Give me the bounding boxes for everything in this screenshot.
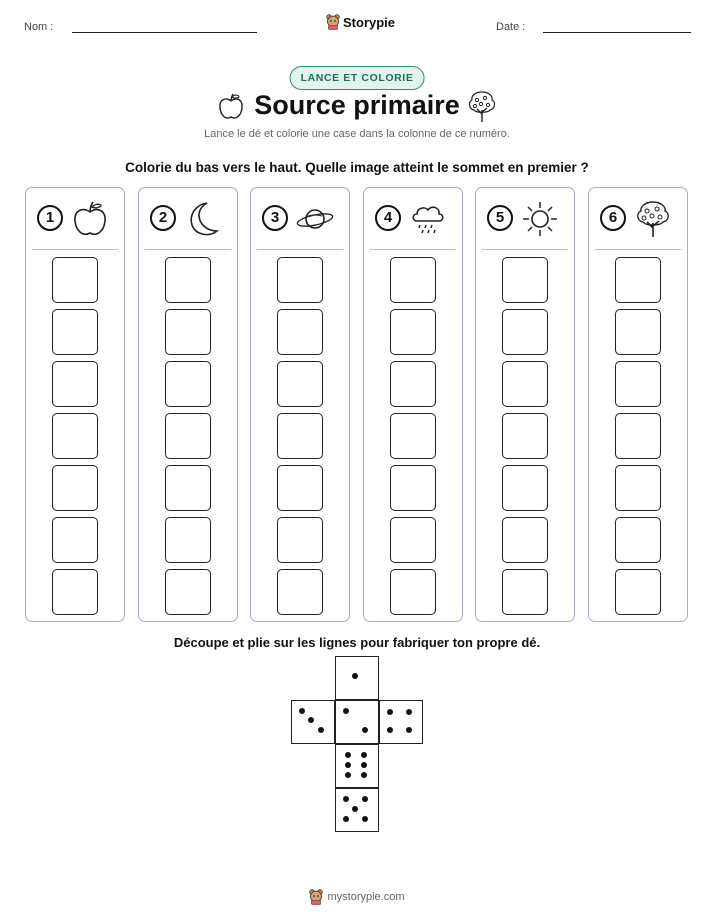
sun-icon bbox=[520, 199, 560, 239]
column-2 bbox=[138, 187, 238, 622]
pip bbox=[406, 727, 412, 733]
column-1 bbox=[25, 187, 125, 622]
pip bbox=[308, 717, 314, 723]
rain-cloud-icon bbox=[408, 199, 448, 239]
column-number: 4 bbox=[375, 205, 401, 231]
date-label: Date : bbox=[496, 21, 526, 33]
color-box[interactable] bbox=[615, 309, 661, 355]
color-box[interactable] bbox=[390, 413, 436, 459]
column-number: 5 bbox=[487, 205, 513, 231]
bear-icon bbox=[326, 14, 340, 30]
column-divider bbox=[257, 249, 343, 250]
color-box[interactable] bbox=[52, 569, 98, 615]
die-face-2 bbox=[335, 700, 379, 744]
pip bbox=[343, 796, 349, 802]
color-box[interactable] bbox=[390, 465, 436, 511]
subtitle: Lance le dé et colorie une case dans la colonne de ce numéro. bbox=[204, 128, 510, 140]
column-number: 6 bbox=[600, 205, 626, 231]
apple-tree-icon bbox=[633, 199, 673, 239]
color-box[interactable] bbox=[165, 465, 211, 511]
date-field[interactable] bbox=[543, 32, 691, 33]
footer-url[interactable]: mystorypie.com bbox=[327, 891, 405, 903]
bear-icon bbox=[309, 889, 323, 905]
color-box[interactable] bbox=[615, 569, 661, 615]
color-box[interactable] bbox=[165, 569, 211, 615]
pip bbox=[345, 772, 351, 778]
color-box[interactable] bbox=[277, 257, 323, 303]
planet-icon bbox=[295, 199, 335, 239]
pip bbox=[343, 816, 349, 822]
pip bbox=[361, 762, 367, 768]
coloring-instruction: Colorie du bas vers le haut. Quelle image atteint le sommet en premier ? bbox=[125, 160, 589, 175]
pip bbox=[299, 708, 305, 714]
color-box[interactable] bbox=[502, 569, 548, 615]
column-divider bbox=[595, 249, 681, 250]
color-box[interactable] bbox=[615, 465, 661, 511]
column-3 bbox=[250, 187, 350, 622]
color-box[interactable] bbox=[52, 413, 98, 459]
color-box[interactable] bbox=[52, 257, 98, 303]
color-box[interactable] bbox=[390, 361, 436, 407]
die-face-4 bbox=[379, 700, 423, 744]
column-divider bbox=[370, 249, 456, 250]
pip bbox=[345, 762, 351, 768]
pip bbox=[352, 673, 358, 679]
apple-tree-icon bbox=[466, 90, 498, 124]
color-box[interactable] bbox=[52, 517, 98, 563]
pip bbox=[343, 708, 349, 714]
pip bbox=[387, 727, 393, 733]
color-box[interactable] bbox=[52, 465, 98, 511]
color-box[interactable] bbox=[165, 361, 211, 407]
color-box[interactable] bbox=[277, 361, 323, 407]
pip bbox=[406, 709, 412, 715]
pip bbox=[345, 752, 351, 758]
pip bbox=[362, 816, 368, 822]
die-face-6 bbox=[335, 744, 379, 788]
pip bbox=[361, 752, 367, 758]
column-divider bbox=[145, 249, 231, 250]
page-title: Source primaire bbox=[254, 90, 460, 120]
pip bbox=[361, 772, 367, 778]
color-box[interactable] bbox=[502, 361, 548, 407]
color-box[interactable] bbox=[165, 257, 211, 303]
column-number: 2 bbox=[150, 205, 176, 231]
color-box[interactable] bbox=[390, 569, 436, 615]
activity-tag: LANCE ET COLORIE bbox=[290, 66, 425, 90]
color-box[interactable] bbox=[277, 413, 323, 459]
color-box[interactable] bbox=[615, 517, 661, 563]
color-box[interactable] bbox=[277, 517, 323, 563]
moon-icon bbox=[183, 199, 223, 239]
color-box[interactable] bbox=[390, 257, 436, 303]
color-box[interactable] bbox=[502, 517, 548, 563]
apple-icon bbox=[70, 199, 110, 239]
color-box[interactable] bbox=[502, 257, 548, 303]
die-face-5 bbox=[335, 788, 379, 832]
pip bbox=[318, 727, 324, 733]
color-box[interactable] bbox=[390, 309, 436, 355]
brand-name: Storypie bbox=[343, 14, 396, 30]
cut-instruction: Découpe et plie sur les lignes pour fabriquer ton propre dé. bbox=[173, 635, 541, 650]
footer bbox=[0, 889, 714, 905]
column-number: 3 bbox=[262, 205, 288, 231]
column-divider bbox=[482, 249, 568, 250]
pip bbox=[387, 709, 393, 715]
color-box[interactable] bbox=[615, 413, 661, 459]
name-field[interactable] bbox=[72, 32, 257, 33]
color-box[interactable] bbox=[390, 517, 436, 563]
color-box[interactable] bbox=[165, 413, 211, 459]
column-4 bbox=[363, 187, 463, 622]
name-label: Nom : bbox=[24, 21, 54, 33]
die-face-1 bbox=[335, 656, 379, 700]
pip bbox=[362, 727, 368, 733]
color-box[interactable] bbox=[277, 465, 323, 511]
color-box[interactable] bbox=[502, 465, 548, 511]
color-box[interactable] bbox=[615, 361, 661, 407]
color-box[interactable] bbox=[615, 257, 661, 303]
column-divider bbox=[32, 249, 118, 250]
brand-logo bbox=[326, 14, 395, 30]
column-6 bbox=[588, 187, 688, 622]
color-box[interactable] bbox=[165, 517, 211, 563]
color-box[interactable] bbox=[165, 309, 211, 355]
column-number: 1 bbox=[37, 205, 63, 231]
column-5 bbox=[475, 187, 575, 622]
die-face-3 bbox=[291, 700, 335, 744]
pip bbox=[352, 806, 358, 812]
color-box[interactable] bbox=[52, 309, 98, 355]
color-box[interactable] bbox=[277, 569, 323, 615]
pip bbox=[362, 796, 368, 802]
color-box[interactable] bbox=[502, 413, 548, 459]
color-box[interactable] bbox=[277, 309, 323, 355]
color-box[interactable] bbox=[52, 361, 98, 407]
color-box[interactable] bbox=[502, 309, 548, 355]
